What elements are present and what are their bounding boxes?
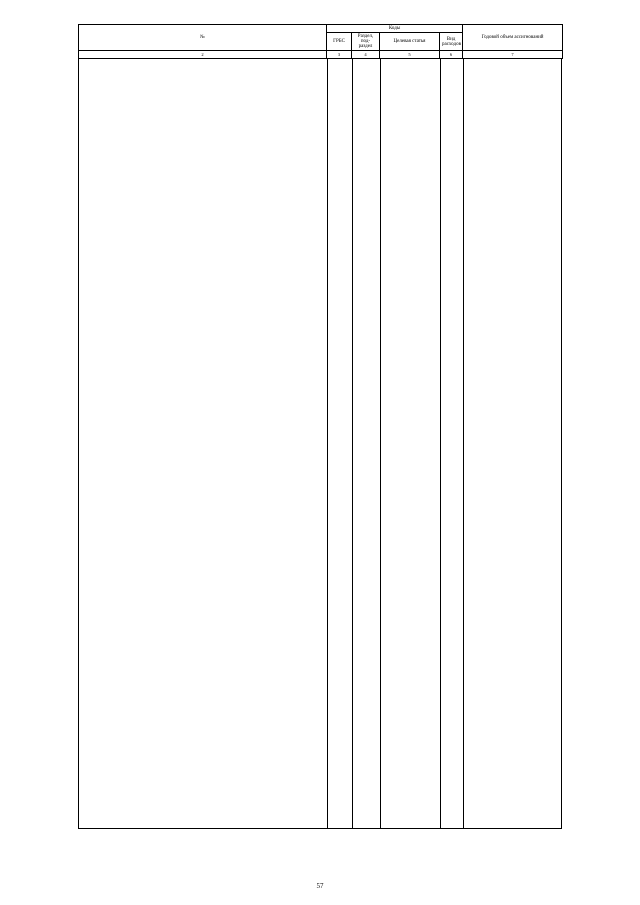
budget-sheet xyxy=(78,24,562,829)
column-number: 7 xyxy=(463,51,563,59)
header-number: № xyxy=(79,25,327,51)
budget-table xyxy=(78,24,563,59)
column-number: 6 xyxy=(440,51,463,59)
column-number: 4 xyxy=(352,51,380,59)
page-number: 57 xyxy=(316,882,324,890)
column-number-row xyxy=(79,51,563,59)
header-codes: Коды xyxy=(327,25,463,33)
header-grbs: ГРБС xyxy=(327,33,352,51)
header-razdel: Раздел, под-раздел xyxy=(352,33,380,51)
column-number: 3 xyxy=(327,51,352,59)
table-body-unreadable xyxy=(78,59,562,829)
column-number: 2 xyxy=(79,51,327,59)
header-vid: Вид расходов xyxy=(440,33,463,51)
column-number: 5 xyxy=(380,51,440,59)
header-amount: Годовой объем ассигнований xyxy=(463,25,563,51)
header-target: Целевая статья xyxy=(380,33,440,51)
